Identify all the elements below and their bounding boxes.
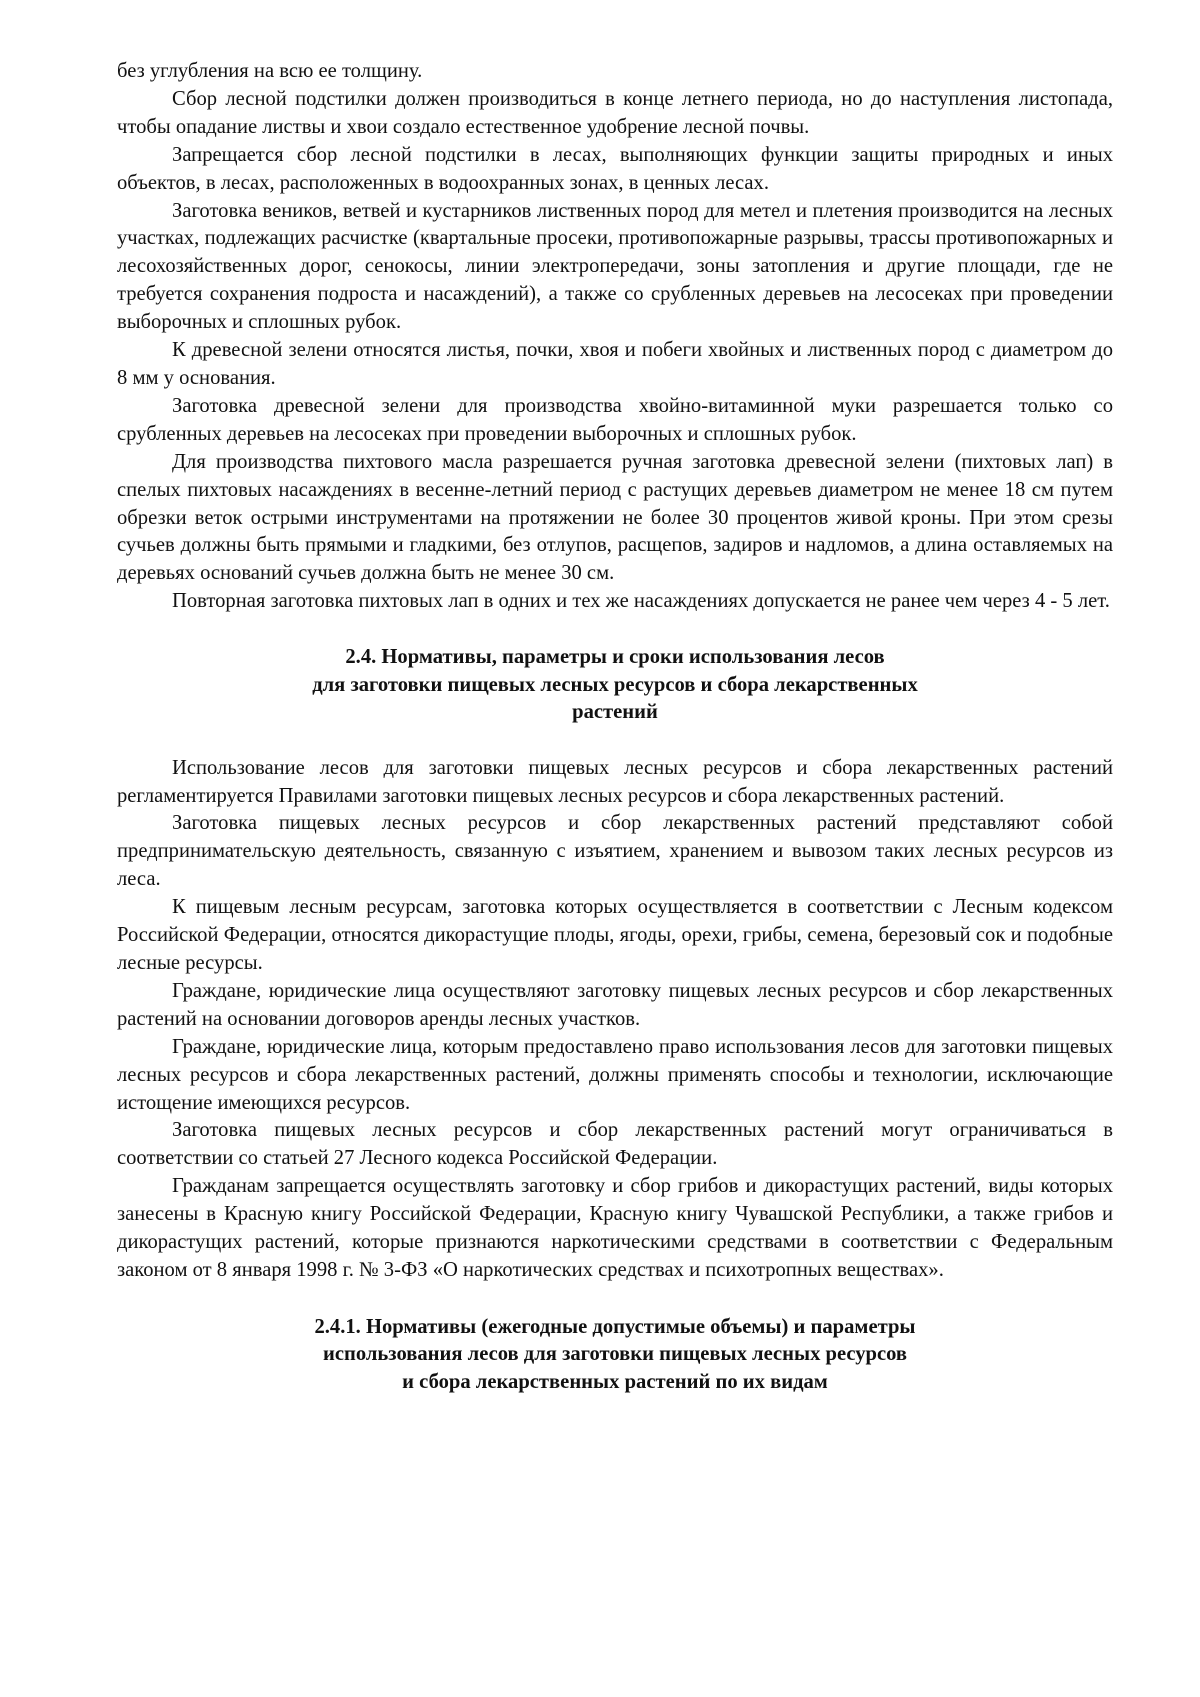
paragraph-article-27: Заготовка пищевых лесных ресурсов и сбор лекарственных растений могут ограничиваться в соответствии со статьей 27 Лесного кодекса Российской Федерации. (117, 1119, 1113, 1170)
paragraph-lease-agreements: Граждане, юридические лица осуществляют заготовку пищевых лесных ресурсов и сбор лекарственных растений на основании договоров аренды лесных участков. (117, 979, 1113, 1030)
page-content (117, 58, 1113, 1396)
paragraph-fir-oil: Для производства пихтового масла разрешается ручная заготовка древесной зелени (пихтовых лап) в спелых пихтовых насаждениях в весенне-летний период с растущих деревьев диаметром не менее 18 см путем обрезки веток острыми инструментами на протяжении не более 30 процентов живой кроны. При этом срезы сучьев должны быть прямыми и гладкими, без отлупов, расщепов, задиров и надломов, а длина оставляемых на деревьях оснований сучьев должна быть не менее 30 см. (117, 450, 1113, 585)
paragraph-brooms-branches: Заготовка веников, ветвей и кустарников лиственных пород для метел и плетения производится на лесных участках, подлежащих расчистке (квартальные просеки, противопожарные разрывы, трассы противопожарных и лесохозяйственных дорог, сенокосы, линии электропередачи, зоны затопления и другие площади, где не требуется сохранения подроста и насаждений), а также со срубленных деревьев на лесосеках при проведении выборочных и сплошных рубок. (117, 199, 1113, 334)
paragraph-wood-greenery-definition: К древесной зелени относятся листья, почки, хвоя и побеги хвойных и лиственных пород с диаметром до 8 мм у основания. (117, 339, 1113, 389)
heading-line: и сбора лекарственных растений по их видам (402, 1370, 828, 1393)
paragraph-continuation: без углубления на всю ее толщину. (117, 60, 423, 82)
paragraph-food-resources-definition: К пищевым лесным ресурсам, заготовка которых осуществляется в соответствии с Лесным кодексом Российской Федерации, относятся дикорастущие плоды, ягоды, орехи, грибы, семена, березовый сок и подобные лесные ресурсы. (117, 896, 1113, 974)
heading-line: использования лесов для заготовки пищевых лесных ресурсов (322, 1343, 908, 1366)
paragraph-forest-litter-prohibition: Запрещается сбор лесной подстилки в лесах, выполняющих функции защиты природных и иных объектов, в лесах, расположенных в водоохранных зонах, в ценных лесах. (117, 143, 1113, 194)
paragraph-fir-repeat-harvest: Повторная заготовка пихтовых лап в одних и тех же насаждениях допускается не ранее чем через 4 - 5 лет. (172, 590, 1110, 613)
heading-line: для заготовки пищевых лесных ресурсов и сбора лекарственных (312, 673, 918, 696)
paragraph-coniferous-flour: Заготовка древесной зелени для производства хвойно-витаминной муки разрешается только со срубленных деревьев на лесосеках при проведении выборочных и сплошных рубок. (117, 394, 1113, 445)
heading-line: растений (572, 701, 658, 724)
heading-line: 2.4.1. Нормативы (ежегодные допустимые объемы) и параметры (314, 1315, 916, 1338)
paragraph-food-resources-rules: Использование лесов для заготовки пищевых лесных ресурсов и сбора лекарственных растений регламентируется Правилами заготовки пищевых лесных ресурсов и сбора лекарственных растений. (117, 756, 1113, 807)
paragraph-sustainable-methods: Граждане, юридические лица, которым предоставлено право использования лесов для заготовки пищевых лесных ресурсов и сбора лекарственных растений, должны применять способы и технологии, исключающие истощение имеющихся ресурсов. (117, 1035, 1113, 1114)
paragraph-food-resources-business: Заготовка пищевых лесных ресурсов и сбор лекарственных растений представляют собой предпринимательскую деятельность, связанную с изъятием, хранением и вывозом таких лесных ресурсов из леса. (117, 812, 1113, 891)
paragraph-red-book-prohibition: Гражданам запрещается осуществлять заготовку и сбор грибов и дикорастущих растений, виды которых занесены в Красную книгу Российской Федерации, Красную книгу Чувашской Республики, а также грибов и дикорастущих растений, которые признаются наркотическими средствами в соответствии с Федеральным законом от 8 января 1998 г. № 3-ФЗ «О наркотических средствах и психотропных веществах». (117, 1175, 1113, 1281)
heading-line: 2.4. Нормативы, параметры и сроки использования лесов (345, 646, 885, 669)
section-heading-2-4-1 (117, 1314, 1113, 1397)
paragraph-forest-litter-timing: Сбор лесной подстилки должен производиться в конце летнего периода, но до наступления листопада, чтобы опадание листвы и хвои создало естественное удобрение лесной почвы. (117, 87, 1113, 138)
section-heading-2-4 (117, 644, 1113, 727)
